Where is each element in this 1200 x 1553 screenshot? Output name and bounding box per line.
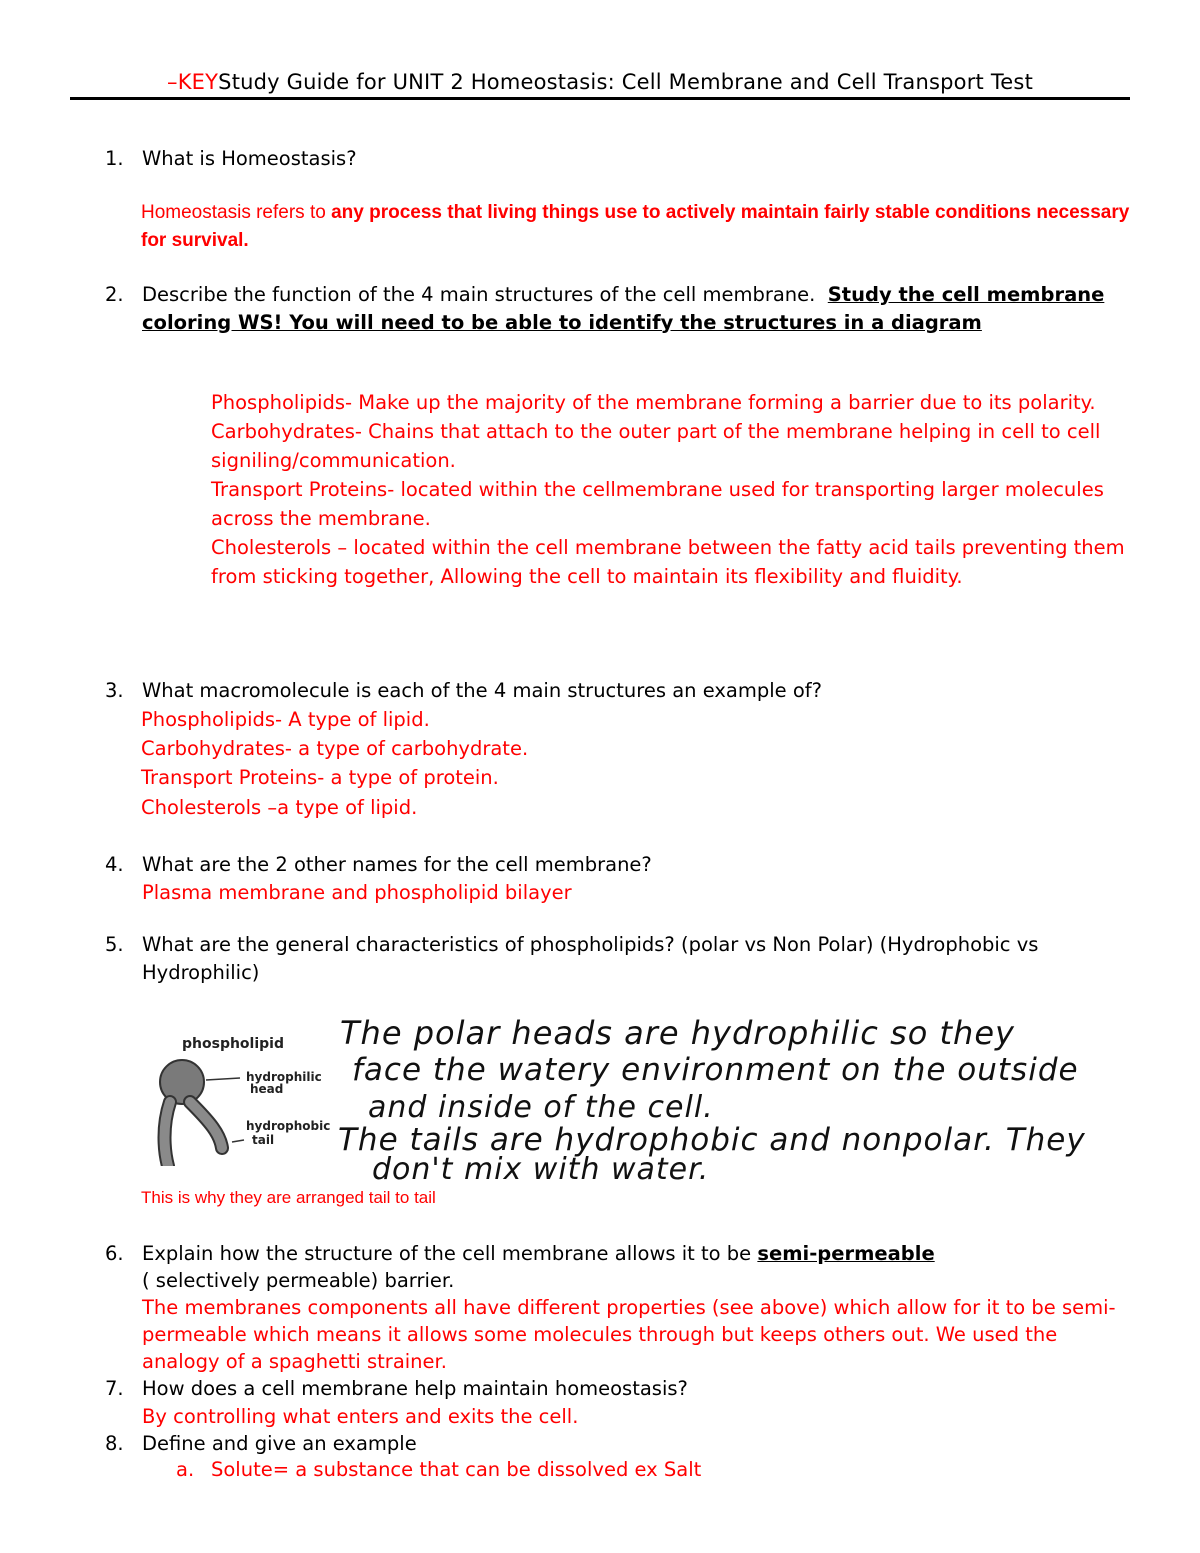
question-number: 3. [105,679,124,702]
phospholipid-label: phospholipid [182,1036,284,1052]
question-number: 4. [105,853,124,876]
question-number: 5. [105,933,124,956]
question-text: What are the 2 other names for the cell membrane? [142,853,652,876]
answer-1-bold: any process that living things use to actively maintain fairly stable conditions necessary for survival. [141,202,1130,251]
hydrophilic-label: hydrophilic [246,1070,322,1084]
question-text: What are the general characteristics of phospholipids? (polar vs Non Polar) (Hydrophobic vs Hydrophilic) [142,933,1039,984]
definition-list [176,1456,701,1484]
phospholipid-diagram [140,1016,1190,1186]
list-item: Carbohydrates- a type of carbohydrate. [141,737,529,761]
list-item: Transport Proteins- located within the cellmembrane used for transporting larger molecules across the membrane. [211,478,1104,530]
definition-item: Solute= a substance that can be dissolved ex Salt [211,1458,702,1481]
answer-1 [141,199,1141,255]
tail-label: tail [252,1133,275,1147]
handwriting-line: face the watery environment on the outside [352,1052,1079,1088]
question-number: 7. [105,1377,124,1400]
question-7 [105,1375,1135,1430]
question-number: 8. [105,1432,124,1455]
question-text: What is Homeostasis? [142,147,357,170]
question-text: Define and give an example [142,1432,417,1455]
question-4 [105,851,1135,906]
list-item: Cholesterols – located within the cell membrane between the fatty acid tails preventing them from sticking together, Allowing the cell to maintain its flexibility and fluidity. [211,536,1125,588]
question-6-prompt-end: ( selectively permeable) barrier. [142,1269,455,1292]
macromolecule-list [141,705,1041,822]
question-text: How does a cell membrane help maintain homeostasis? [142,1377,688,1400]
arrangement-note: This is why they are arranged tail to tail [141,1188,436,1207]
structure-functions-list [211,388,1141,591]
item-letter: a. [176,1458,195,1481]
handwriting-line: The polar heads are hydrophilic so they [340,1014,1015,1052]
list-item: Cholesterols –a type of lipid. [141,795,418,819]
title-divider [70,97,1130,100]
question-6-prompt: Explain how the structure of the cell membrane allows it to be [142,1242,758,1265]
title-text: Study Guide for UNIT 2 Homeostasis: Cell Membrane and Cell Transport Test [218,70,1033,94]
question-number: 2. [105,283,124,306]
answer-4: Plasma membrane and phospholipid bilayer [142,880,572,904]
list-item: Phospholipids- Make up the majority of the membrane forming a barrier due to its polarity. [211,391,1096,414]
question-2 [105,281,1135,336]
key-label: –KEY [167,70,219,94]
answer-6: The membranes components all have different properties (see above) which allow for it to be semi-permeable which means it allows some molecules through but keeps others out. We used the analogy of a spaghetti strainer. [142,1296,1116,1373]
list-item: Phospholipids- A type of lipid. [141,708,430,731]
answer-1-plain: Homeostasis refers to [141,202,332,223]
question-text [142,1240,1135,1294]
question-number: 1. [105,147,124,170]
head-label: head [250,1082,284,1096]
handwriting-line: don't mix with water. [372,1152,710,1187]
question-5 [105,931,1135,986]
question-1 [105,145,1135,173]
answer-7: By controlling what enters and exits the cell. [142,1404,579,1428]
question-6 [105,1240,1135,1375]
question-8 [105,1430,1135,1458]
page-title [0,70,1200,94]
question-text: What macromolecule is each of the 4 main structures an example of? [142,679,823,702]
question-number: 6. [105,1242,124,1265]
hydrophobic-label: hydrophobic [246,1119,331,1133]
question-6-emphasis: semi-permeable [757,1242,935,1265]
list-item: Carbohydrates- Chains that attach to the outer part of the membrane helping in cell to cell signiling/communication. [211,420,1101,472]
handwriting-line: The tails are hydrophobic and nonpolar. They [338,1122,1086,1158]
question-2-prompt: Describe the function of the 4 main structures of the cell membrane. [142,283,816,306]
question-text [142,281,1135,336]
handwriting-line: and inside of the cell. [368,1090,714,1125]
question-2-emphasis: Study the cell membrane coloring WS! You will need to be able to identify the structures in a diagram [142,283,1105,334]
list-item: Transport Proteins- a type of protein. [141,766,499,790]
question-3 [105,677,1135,705]
